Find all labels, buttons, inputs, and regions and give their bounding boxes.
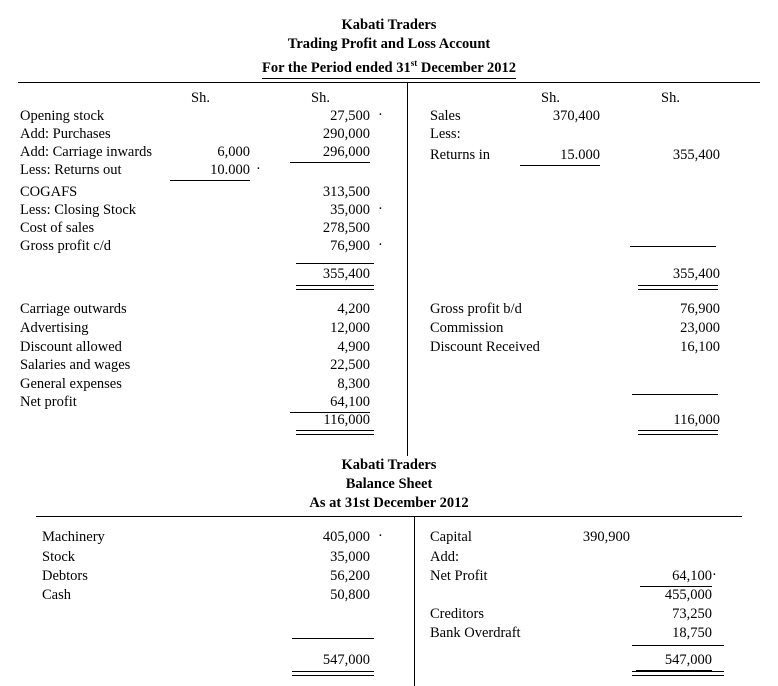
bs-left-total-double-rule (292, 671, 374, 676)
pl-left-total-double-rule (296, 430, 374, 435)
bs-right-col2-2: 64,100 (640, 567, 712, 587)
balance-sheet-title-statement: Balance Sheet (345, 476, 433, 492)
pl-left-label-4: General expenses (20, 376, 122, 392)
bs-right-col2-3: 455,000 (664, 587, 712, 603)
trading-left-col1-2: 6,000 (217, 144, 250, 160)
trading-left-col2-4: 313,500 (322, 184, 370, 200)
pl-right-total-double-rule (638, 430, 718, 435)
pl-right-label-2: Discount Received (430, 339, 540, 355)
bs-left-subtotal-rule (292, 638, 374, 639)
bs-left-value-0: 405,000 (322, 529, 370, 545)
bs-right-col2-4: 73,250 (672, 606, 712, 622)
trading-left-label-6: Cost of sales (20, 220, 95, 236)
balance-sheet-center-divider (414, 516, 415, 686)
bs-left-value-3: 50,800 (330, 587, 370, 603)
pl-left-value-5: 64,100 (290, 393, 370, 413)
trading-left-col2-2: 296,000 (290, 143, 370, 163)
bs-left-total: 547,000 (322, 652, 370, 668)
bs-right-col2-5: 18,750 (672, 625, 712, 641)
trading-left-col2-7: 76,900 (330, 238, 370, 254)
pl-left-value-2: 4,900 (337, 339, 370, 355)
pl-right-label-1: Commission (430, 320, 504, 336)
pl-right-value-0: 76,900 (680, 301, 720, 317)
dot-marker-4: · (378, 237, 383, 253)
trading-pl-title-period: For the Period ended 31st December 2012 (262, 54, 516, 79)
bs-right-label-2: Net Profit (430, 568, 488, 584)
pl-left-label-2: Discount allowed (20, 339, 122, 355)
trading-left-label-2: Add: Carriage inwards (20, 144, 153, 160)
trading-pl-heading (0, 16, 778, 79)
trading-left-label-7: Gross profit c/d (20, 238, 112, 254)
top-rule (18, 82, 760, 83)
bs-right-label-0: Capital (430, 529, 472, 545)
bs-left-value-2: 56,200 (330, 568, 370, 584)
dot-marker-6: · (712, 567, 717, 583)
bs-right-label-4: Creditors (430, 606, 484, 622)
bs-right-label-1: Add: (430, 549, 459, 565)
bs-right-subtotal-rule (632, 645, 724, 646)
trading-left-col2-5: 35,000 (330, 202, 370, 218)
pl-right-label-0: Gross profit b/d (430, 301, 522, 317)
balance-sheet-top-rule (36, 516, 742, 517)
balance-sheet-heading (0, 456, 778, 513)
pl-left-value-4: 8,300 (337, 376, 370, 392)
trading-right-label-0: Sales (430, 108, 461, 124)
dot-marker-2: · (256, 161, 261, 177)
trading-right-col1-2: 15.000 (520, 146, 600, 166)
pl-left-total: 116,000 (323, 412, 370, 428)
trading-left-subtotal-rule (296, 263, 374, 264)
bs-right-total-double-rule (632, 671, 724, 676)
trading-right-total: 355,400 (672, 266, 720, 282)
pl-right-total: 116,000 (673, 412, 720, 428)
dot-marker-3: · (378, 201, 383, 217)
bs-right-col1-0: 390,900 (582, 529, 630, 545)
trading-left-col2-0: 27,500 (330, 108, 370, 124)
trading-left-label-1: Add: Purchases (20, 126, 111, 142)
pl-left-value-0: 4,200 (337, 301, 370, 317)
pl-left-label-5: Net profit (20, 394, 77, 410)
trading-right-subtotal-rule (630, 246, 716, 247)
dot-marker-5: · (378, 528, 383, 544)
trading-pl-title-company: Kabati Traders (341, 17, 437, 33)
trading-left-label-0: Opening stock (20, 108, 105, 124)
bs-right-total: 547,000 (636, 651, 712, 671)
trading-left-total: 355,400 (322, 266, 370, 282)
pl-left-label-0: Carriage outwards (20, 301, 127, 317)
pl-right-value-1: 23,000 (680, 320, 720, 336)
trading-left-col2-6: 278,500 (322, 220, 370, 236)
bs-left-label-3: Cash (42, 587, 71, 603)
dot-marker-1: · (378, 107, 383, 123)
bs-left-value-1: 35,000 (330, 549, 370, 565)
pl-left-value-1: 12,000 (330, 320, 370, 336)
col-header-right-sh2: Sh. (661, 90, 680, 106)
col-header-right-sh1: Sh. (541, 90, 560, 106)
bs-left-label-1: Stock (42, 549, 76, 565)
pl-right-subtotal-rule (632, 394, 718, 395)
bs-right-label-5: Bank Overdraft (430, 625, 521, 641)
balance-sheet-title-date: As at 31st December 2012 (309, 495, 469, 511)
trading-right-col2-2: 355,400 (672, 147, 720, 163)
trading-left-label-3: Less: Returns out (20, 162, 122, 178)
bs-left-label-2: Debtors (42, 568, 88, 584)
trading-pl-title-account: Trading Profit and Loss Account (287, 36, 491, 52)
trading-left-col2-1: 290,000 (322, 126, 370, 142)
trading-pl-center-divider (407, 82, 408, 456)
trading-left-col1-3: 10.000 (170, 161, 250, 181)
trading-right-label-2: Returns in (430, 147, 491, 163)
pl-left-label-3: Salaries and wages (20, 357, 131, 373)
trading-right-total-double-rule (638, 285, 718, 290)
trading-left-label-5: Less: Closing Stock (20, 202, 137, 218)
col-header-left-sh2: Sh. (311, 90, 330, 106)
pl-left-value-3: 22,500 (330, 357, 370, 373)
pl-left-label-1: Advertising (20, 320, 89, 336)
pl-right-value-2: 16,100 (680, 339, 720, 355)
balance-sheet-title-company: Kabati Traders (341, 457, 437, 473)
trading-left-label-4: COGAFS (20, 184, 78, 200)
trading-right-col1-0: 370,400 (552, 108, 600, 124)
bs-left-label-0: Machinery (42, 529, 105, 545)
trading-left-total-double-rule (296, 285, 374, 290)
col-header-left-sh1: Sh. (191, 90, 210, 106)
trading-right-label-1: Less: (430, 126, 461, 142)
